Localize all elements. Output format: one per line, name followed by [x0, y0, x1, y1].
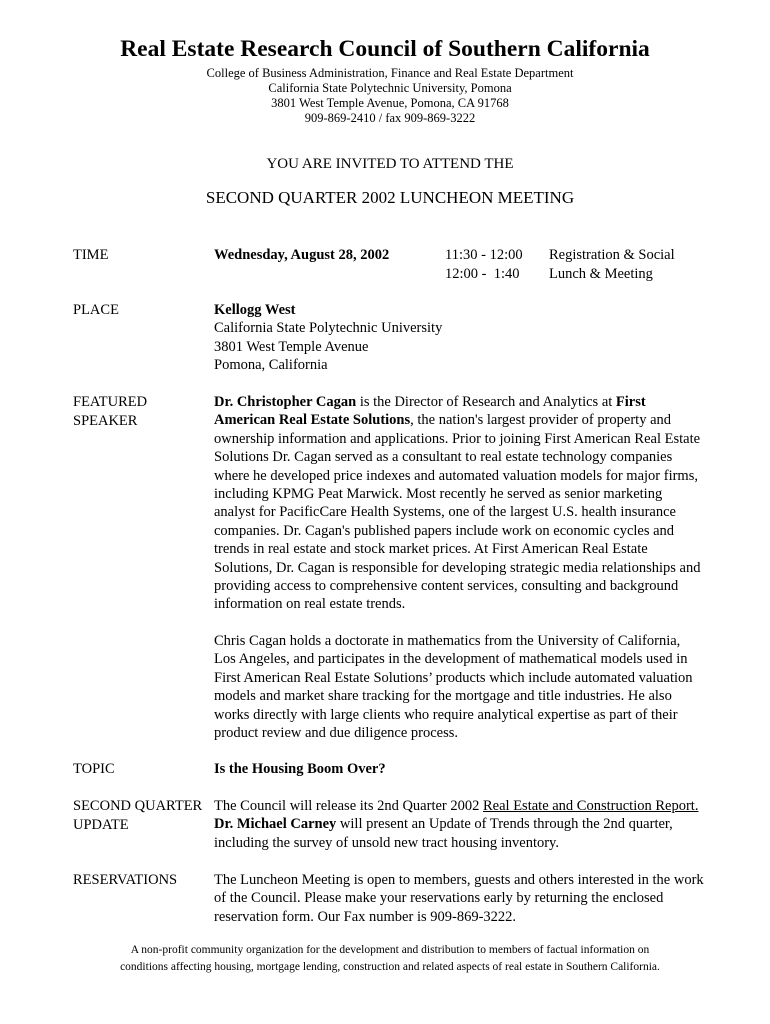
presenter-name: Dr. Michael Carney: [214, 816, 337, 833]
schedule-time-2: 12:00 - 1:40: [445, 265, 520, 282]
street-address-line: 3801 West Temple Avenue, Pomona, CA 91768: [271, 96, 509, 110]
venue-name: Kellogg West: [214, 302, 296, 318]
speaker-name: Dr. Christopher Cagan: [214, 394, 357, 410]
speaker-bio-text: , the nation's largest provider of property and ownership information and applications. Prior to joining First American Real Estate Solutions Dr. Cagan served as a consultant to real estate technology companies where he developed price indexes and automated valuation models for major firms, including KPMG Peat Marwick. Most recently he served as senior marketing analyst for PacificCare Health Systems, one of the largest U.S. health insurance companies. Dr. Cagan's published papers include work on economic cycles and trends in real estate and stock market prices. At First American Real Estate Solutions, Dr. Cagan is responsible for developing strategic media relationships and providing access to comprehensive content services, consulting and background information on real estate trends.: [214, 412, 701, 613]
organization-address-block: [0, 66, 770, 126]
time-label: TIME: [73, 247, 109, 263]
footer-note: [0, 942, 770, 976]
topic-label: TOPIC: [73, 761, 115, 777]
speaker-intro-text: is the Director of Research and Analytics at: [356, 394, 616, 410]
meeting-title: SECOND QUARTER 2002 LUNCHEON MEETING: [205, 188, 575, 207]
update-label-line: UPDATE: [73, 816, 129, 833]
report-title: Real Estate and Construction Report.: [483, 798, 699, 814]
update-text: will present an Update of Trends through the 2nd quarter, including the survey of unsold new tract housing inventory.: [214, 816, 673, 851]
second-quarter-label-line: SECOND QUARTER: [73, 798, 203, 814]
meeting-date: [214, 246, 389, 265]
speaker-bio-paragraph-2: Chris Cagan holds a doctorate in mathematics from the University of California, Los Angeles, and participates in the development of mathematical models used in First American Real Estate Solutions’ products which include automated valuation models and market share tracking for the mortgage and title industries. He also works directly with large clients who require analytical expertise as part of their product review and due diligence process.: [214, 632, 693, 741]
featured-label-line: FEATURED: [73, 394, 148, 410]
featured-speaker-label: [73, 393, 147, 430]
schedule-activity-1: Registration & Social: [549, 247, 675, 263]
organization-title: Real Estate Research Council of Southern California: [120, 36, 650, 62]
phone-fax-line: 909-869-2410 / fax 909-869-3222: [304, 111, 476, 125]
update-details: [214, 797, 704, 852]
place-label: PLACE: [73, 302, 119, 318]
place-line-1: California State Polytechnic University: [214, 320, 443, 337]
schedule-time-1: 11:30 - 12:00: [445, 247, 523, 263]
footer-line-2: conditions affecting housing, mortgage lending, construction and related aspects of real estate in Southern California.: [120, 961, 660, 973]
update-intro-text: The Council will release its 2nd Quarter 2002: [214, 798, 483, 814]
speaker-bio-paragraph-1: [214, 393, 704, 614]
place-line-2: 3801 West Temple Avenue: [214, 338, 369, 355]
schedule-activity-2: Lunch & Meeting: [549, 265, 653, 282]
topic-title-text: Is the Housing Boom Over?: [214, 761, 386, 777]
invitation-line: YOU ARE INVITED TO ATTEND THE: [266, 156, 514, 172]
speaker-bio: [214, 393, 704, 742]
reservations-label: RESERVATIONS: [73, 872, 178, 888]
department-line: College of Business Administration, Finance and Real Estate Department: [206, 66, 574, 80]
speaker-company: First American Real Estate Solutions: [214, 394, 646, 429]
reservations-text: The Luncheon Meeting is open to members, guests and others interested in the work of the Council. Please make your reservations early by returning the enclosed reservation form. Our Fax number is 909-869-3222.: [214, 872, 704, 925]
place-line-3: Pomona, California: [214, 357, 328, 374]
meeting-date-text: Wednesday, August 28, 2002: [214, 247, 390, 263]
speaker-label-line: SPEAKER: [73, 412, 138, 429]
place-details: [214, 301, 704, 375]
university-line: California State Polytechnic University, Pomona: [268, 81, 512, 95]
update-paragraph: [214, 797, 704, 852]
footer-line-1: A non-profit community organization for the development and distribution to members of factual information on: [130, 944, 650, 956]
second-quarter-update-label: [73, 797, 202, 834]
topic-title: [214, 760, 704, 778]
